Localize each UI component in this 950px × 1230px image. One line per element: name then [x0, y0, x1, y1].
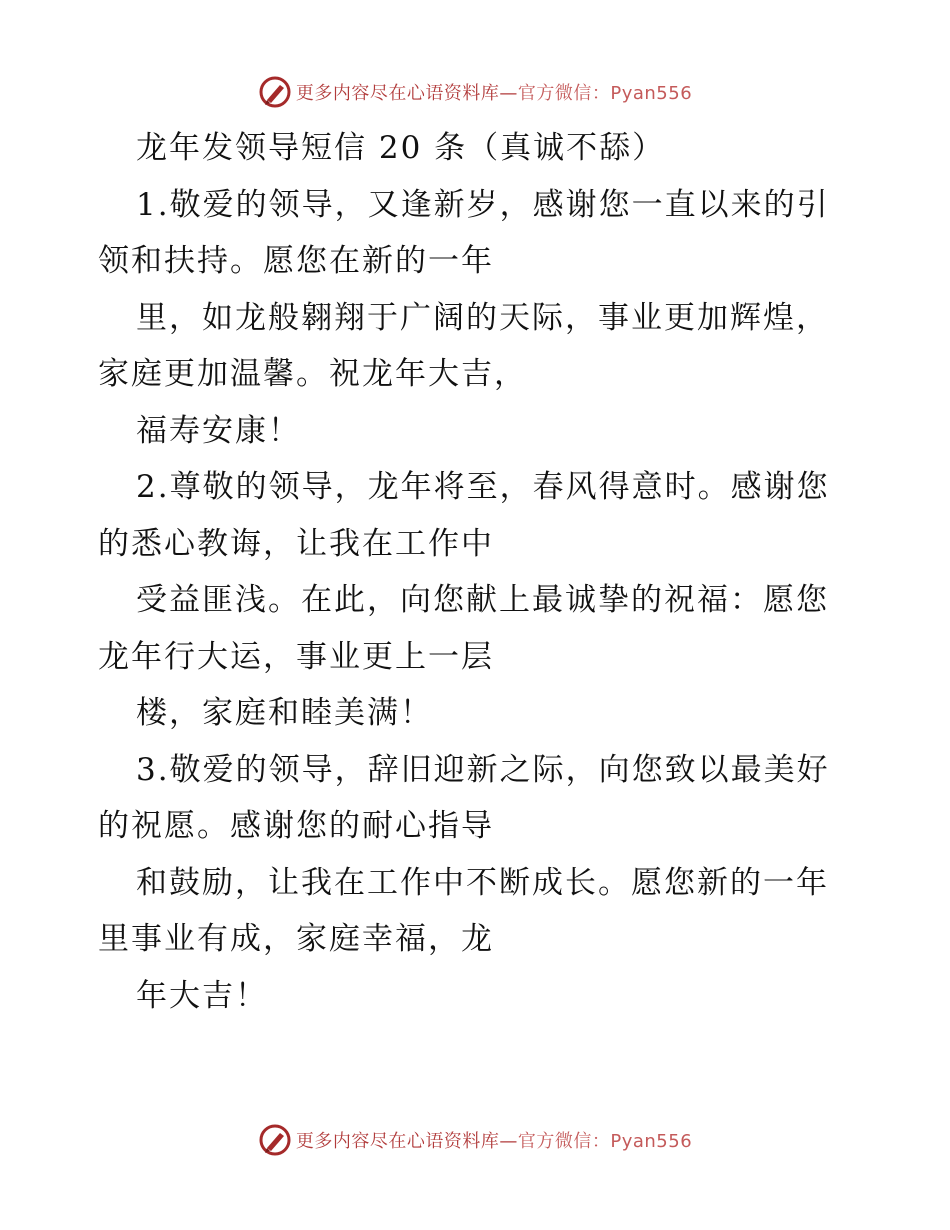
text-line: 的祝愿。感谢您的耐心指导: [98, 808, 494, 844]
banner-wechat: 官方微信：Pyan556: [517, 83, 693, 104]
text-line: 里，如龙般翱翔于广阔的天际，事业更加辉煌，: [136, 299, 829, 336]
text-line: 里事业有成，家庭幸福，龙: [98, 921, 494, 957]
text-line: 龙年行大运，事业更上一层: [98, 638, 494, 675]
banner-promo: 更多内容尽在心语资料库—: [295, 1131, 518, 1152]
banner-text: [296, 1127, 692, 1153]
text-line: 和鼓励，让我在工作中不断成长。愿您新的一年: [136, 864, 829, 901]
text-line: 2.尊敬的领导，龙年将至，春风得意时。感谢您: [136, 469, 830, 505]
text-line: 福寿安康！: [136, 412, 301, 449]
text-line: 的悉心教诲，让我在工作中: [98, 525, 494, 562]
text-line: 家庭更加温馨。祝龙年大吉，: [98, 356, 527, 392]
text-line: 楼，家庭和睦美满！: [136, 695, 433, 731]
pen-logo-icon: [258, 1123, 292, 1157]
document-title: 龙年发领导短信 20 条（真诚不舔）: [136, 130, 666, 166]
banner-wechat: 官方微信：Pyan556: [517, 1131, 693, 1152]
footer-banner: [0, 1120, 950, 1160]
pen-logo-icon: [258, 75, 292, 109]
document-body: [98, 120, 858, 1024]
text-line: 受益匪浅。在此，向您献上最诚挚的祝福：愿您: [136, 582, 829, 618]
text-line: 3.敬爱的领导，辞旧迎新之际，向您致以最美好: [136, 751, 830, 788]
text-line: 1.敬爱的领导，又逢新岁，感谢您一直以来的引: [136, 186, 830, 223]
text-line: 年大吉！: [136, 977, 268, 1014]
text-line: 领和扶持。愿您在新的一年: [98, 243, 494, 279]
banner-promo: 更多内容尽在心语资料库—: [295, 83, 518, 104]
banner-text: [296, 79, 692, 105]
header-banner: [0, 72, 950, 112]
